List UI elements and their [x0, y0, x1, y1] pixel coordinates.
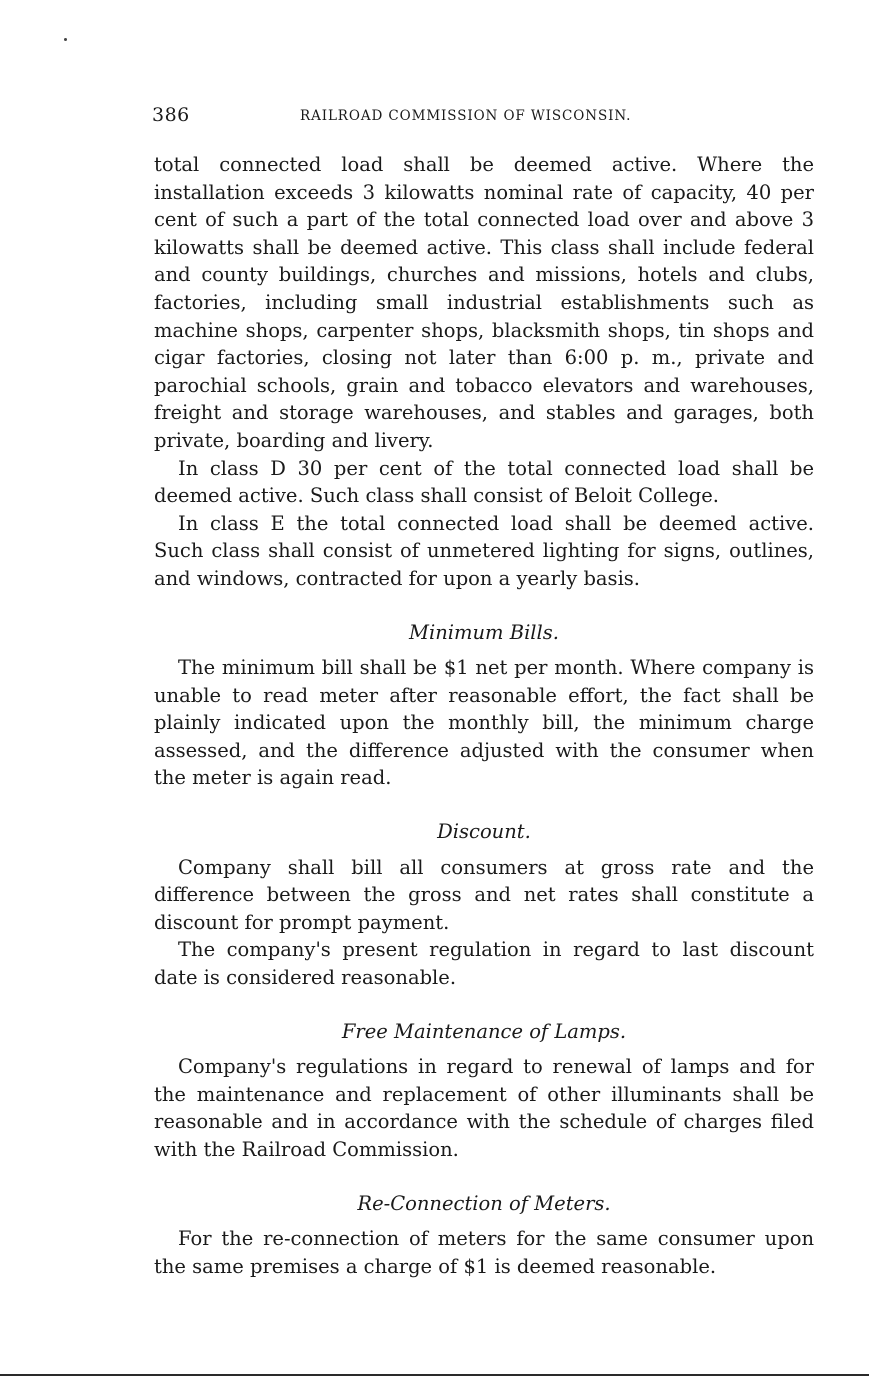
paragraph-discount-2: The company's present regulation in regard to last discount date is considered reasonable.	[154, 938, 814, 990]
heading-minimum-bills: Minimum Bills.	[409, 620, 559, 644]
heading-free-maintenance: Free Maintenance of Lamps.	[341, 1019, 627, 1043]
scan-speck	[64, 38, 67, 41]
heading-discount: Discount.	[437, 820, 531, 844]
paragraph-free-maintenance: Company's regulations in regard to renewal of lamps and for the maintenance and replacement of other illuminants shall be reasonable and in accordance with the schedule of charges filed with the Railroad Commission.	[154, 1055, 814, 1161]
paragraph-class-d: In class D 30 per cent of the total connected load shall be deemed active. Such class shall consist of Beloit College.	[154, 456, 814, 508]
paragraph-class-e: In class E the total connected load shall be deemed active. Such class shall consist of unmetered lighting for signs, outlines, and windows, contracted for upon a yearly basis.	[154, 511, 814, 590]
running-title: RAILROAD COMMISSION OF WISCONSIN.	[300, 108, 632, 124]
heading-reconnection: Re-Connection of Meters.	[357, 1191, 611, 1215]
page-number: 386	[152, 104, 190, 126]
body-text	[154, 151, 814, 1280]
paragraph-reconnection: For the re-connection of meters for the same consumer upon the same premises a charge of $1 is deemed reasonable.	[154, 1227, 814, 1278]
bottom-rule	[0, 1374, 869, 1376]
page-header	[152, 104, 812, 130]
paragraph-discount-1: Company shall bill all consumers at gross rate and the difference between the gross and net rates shall constitute a discount for prompt payment.	[154, 855, 814, 934]
paragraph-continued: total connected load shall be deemed active. Where the installation exceeds 3 kilowatts nominal rate of capacity, 40 per cent of such a part of the total connected load over and above 3 kilowatts shall be deemed active. This class shall include federal and county buildings, churches and missions, hotels and clubs, factories, including small industrial establishments such as machine shops, carpenter shops, blacksmith shops, tin shops and cigar factories, closing not later than 6:00 p. m., private and parochial schools, grain and tobacco elevators and warehouses, freight and storage warehouses, and stables and garages, both private, boarding and livery.	[154, 153, 814, 452]
paragraph-minimum-bills: The minimum bill shall be $1 net per month. Where company is unable to read meter after reasonable effort, the fact shall be plainly indicated upon the monthly bill, the minimum charge assessed, and the difference adjusted with the consumer when the meter is again read.	[154, 656, 814, 790]
